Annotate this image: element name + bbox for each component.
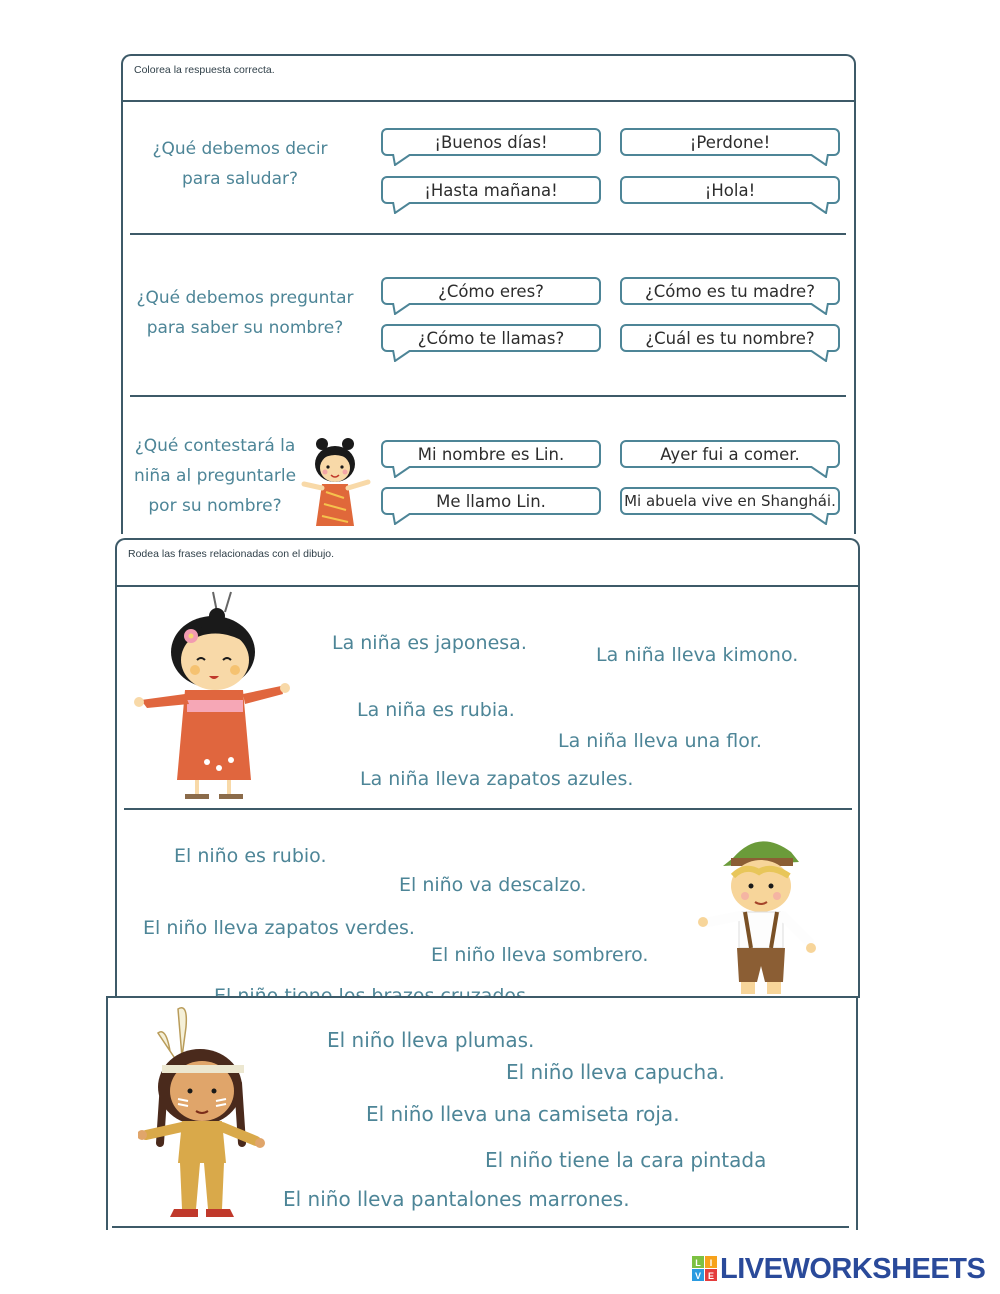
answer-option[interactable]: [381, 487, 601, 515]
answer-option[interactable]: [381, 277, 601, 305]
liveworksheets-logo: [692, 1253, 985, 1285]
answer-option-label: ¡Buenos días!: [434, 132, 548, 152]
speech-tail-icon: [391, 303, 413, 315]
header-divider: [115, 585, 860, 587]
answer-option[interactable]: [620, 176, 840, 204]
boy-phrase[interactable]: El niño lleva sombrero.: [431, 944, 649, 966]
answer-option[interactable]: [381, 176, 601, 204]
question-2: [130, 283, 360, 343]
chinese-girl-illustration: [300, 436, 372, 526]
svg-text:I: I: [709, 1258, 713, 1268]
boy-phrase[interactable]: El niño lleva zapatos verdes.: [143, 917, 415, 939]
speech-tail-icon: [808, 350, 830, 362]
answer-option-label: Mi nombre es Lin.: [417, 444, 565, 464]
instruction-rodea: Rodea las frases relacionadas con el dibujo.: [128, 548, 335, 560]
speech-tail-icon: [808, 202, 830, 214]
native-boy-phrase[interactable]: El niño lleva una camiseta roja.: [366, 1102, 680, 1126]
answer-option-label: ¿Cuál es tu nombre?: [645, 328, 815, 348]
question-3-line3: por su nombre?: [148, 496, 282, 516]
svg-text:V: V: [694, 1271, 702, 1281]
question-2-line2: para saber su nombre?: [146, 318, 344, 338]
girl-phrase[interactable]: La niña lleva kimono.: [596, 644, 799, 666]
answer-option-label: ¿Cómo es tu madre?: [645, 281, 815, 301]
section-divider: [112, 1226, 849, 1228]
question-divider: [130, 395, 846, 397]
speech-tail-icon: [808, 303, 830, 315]
girl-phrase[interactable]: La niña lleva zapatos azules.: [360, 768, 634, 790]
question-1: [130, 134, 350, 194]
speech-tail-icon: [808, 154, 830, 166]
answer-option[interactable]: [620, 277, 840, 305]
native-boy-phrase[interactable]: El niño lleva pantalones marrones.: [283, 1187, 630, 1211]
answer-option-label: ¡Perdone!: [689, 132, 771, 152]
answer-option-label: Me llamo Lin.: [436, 491, 546, 511]
question-1-line1: ¿Qué debemos decir: [152, 139, 328, 159]
answer-option[interactable]: [381, 128, 601, 156]
question-3: [130, 431, 300, 521]
answer-option[interactable]: [620, 487, 840, 515]
question-3-line1: ¿Qué contestará la: [134, 436, 296, 456]
speech-tail-icon: [808, 466, 830, 478]
japanese-girl-illustration: [133, 590, 293, 805]
answer-option-label: ¿Cómo te llamas?: [417, 328, 565, 348]
section-divider: [124, 808, 852, 810]
native-boy-phrase[interactable]: El niño lleva plumas.: [327, 1028, 535, 1052]
speech-tail-icon: [391, 513, 413, 525]
speech-tail-icon: [391, 202, 413, 214]
speech-tail-icon: [391, 350, 413, 362]
answer-option-label: ¡Hasta mañana!: [424, 180, 558, 200]
question-1-line2: para saludar?: [181, 169, 298, 189]
answer-option-label: ¡Hola!: [704, 180, 756, 200]
girl-phrase[interactable]: La niña lleva una flor.: [558, 730, 762, 752]
answer-option[interactable]: [381, 440, 601, 468]
answer-option[interactable]: [620, 324, 840, 352]
girl-phrase[interactable]: La niña es japonesa.: [332, 632, 527, 654]
answer-option-label: Mi abuela vive en Shanghái.: [624, 492, 836, 510]
svg-text:E: E: [707, 1271, 715, 1281]
live-badge-icon: [692, 1256, 718, 1282]
question-divider: [130, 233, 846, 235]
tyrolean-boy-illustration: [695, 830, 820, 1000]
native-boy-phrase[interactable]: El niño lleva capucha.: [506, 1060, 725, 1084]
answer-option[interactable]: [620, 128, 840, 156]
native-boy-phrase[interactable]: El niño tiene la cara pintada: [485, 1148, 767, 1172]
question-3-line2: niña al preguntarle: [133, 466, 297, 486]
question-2-line1: ¿Qué debemos preguntar: [136, 288, 354, 308]
answer-option[interactable]: [381, 324, 601, 352]
instruction-colorea: Colorea la respuesta correcta.: [134, 64, 275, 76]
svg-text:L: L: [695, 1258, 701, 1268]
brand-name: LIVEWORKSHEETS: [720, 1252, 986, 1285]
answer-option[interactable]: [620, 440, 840, 468]
girl-phrase[interactable]: La niña es rubia.: [357, 699, 515, 721]
speech-tail-icon: [391, 154, 413, 166]
header-divider: [121, 100, 856, 102]
answer-option-label: ¿Cómo eres?: [438, 281, 544, 301]
speech-tail-icon: [808, 513, 830, 525]
boy-phrase[interactable]: El niño va descalzo.: [399, 874, 587, 896]
native-american-boy-illustration: [138, 1003, 268, 1223]
speech-tail-icon: [391, 466, 413, 478]
boy-phrase[interactable]: El niño es rubio.: [174, 845, 327, 867]
answer-option-label: Ayer fui a comer.: [660, 444, 800, 464]
